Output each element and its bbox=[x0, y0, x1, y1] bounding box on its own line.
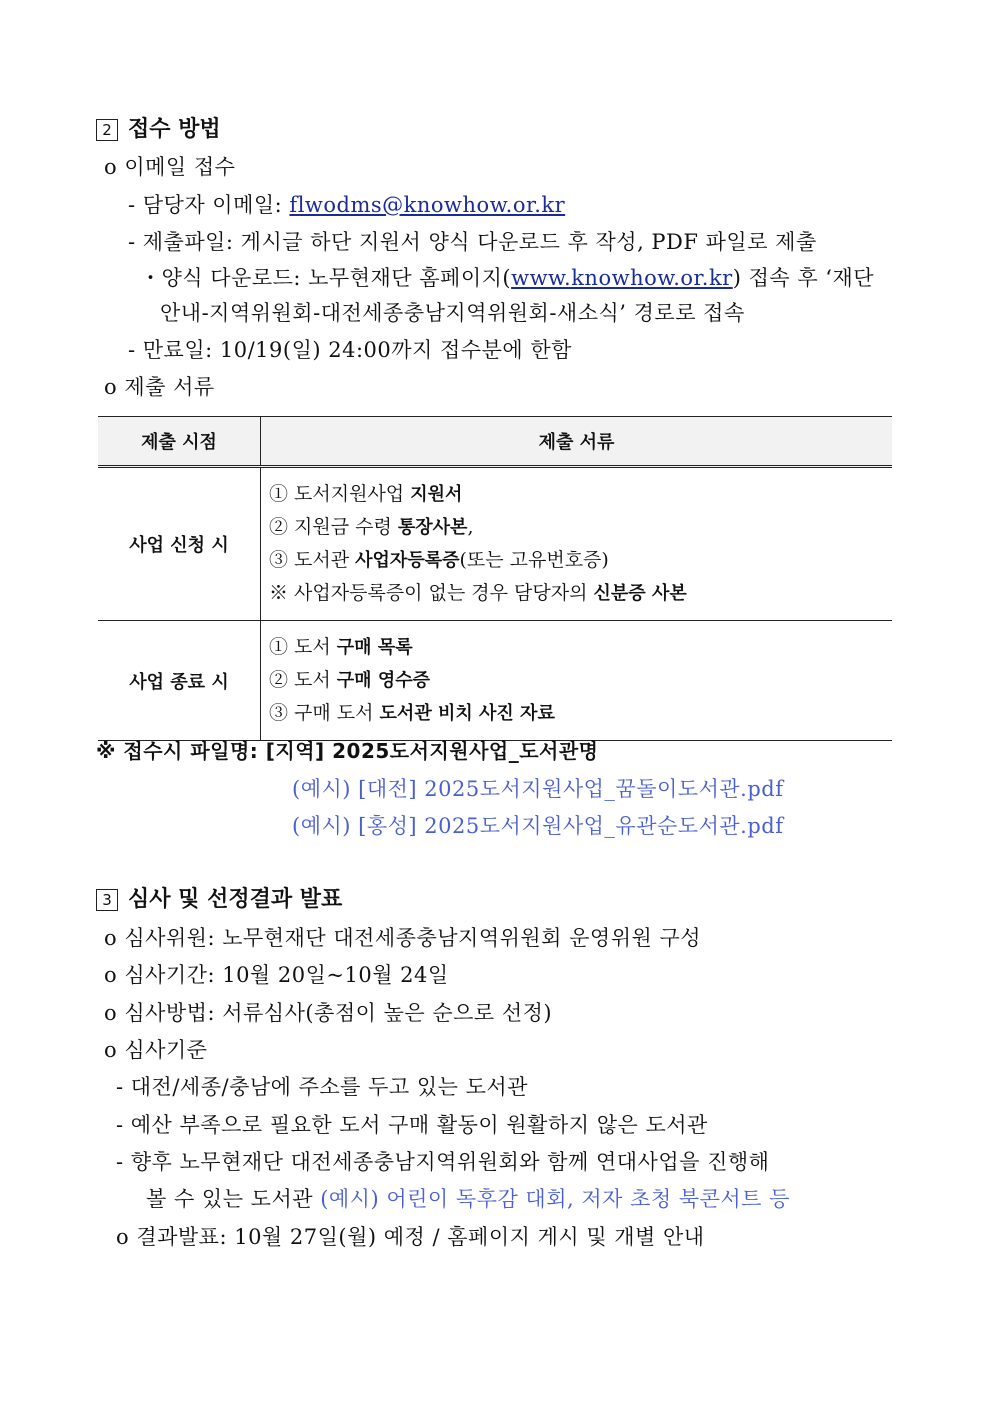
list-item bbox=[269, 511, 892, 544]
list-item bbox=[269, 631, 892, 664]
announcement-line: o 결과발표: 10월 27일(월) 예정 / 홈페이지 게시 및 개별 안내 bbox=[116, 1225, 705, 1249]
filename-note-text: ※ 접수시 파일명: [지역] 2025도서지원사업_도서관명 bbox=[96, 739, 599, 763]
committee-line: o 심사위원: 노무현재단 대전세종충남지역위원회 운영위원 구성 bbox=[104, 926, 702, 950]
item-bold: 도서관 비치 사진 자료 bbox=[379, 703, 555, 724]
item-text: ② 지원금 수령 bbox=[269, 516, 398, 538]
email-heading: o 이메일 접수 bbox=[104, 155, 236, 179]
table-row bbox=[98, 621, 892, 741]
table-row bbox=[98, 467, 892, 621]
download-line bbox=[140, 264, 874, 292]
list-item bbox=[269, 697, 892, 730]
table-header-row bbox=[98, 417, 892, 467]
item-text: ③ 도서관 bbox=[269, 549, 356, 571]
criteria-3-text: 볼 수 있는 도서관 bbox=[146, 1187, 321, 1211]
section-title: 심사 및 선정결과 발표 bbox=[128, 887, 343, 912]
criteria-2: - 예산 부족으로 필요한 도서 구매 활동이 원활하지 않은 도서관 bbox=[116, 1113, 708, 1137]
end-docs-cell bbox=[261, 621, 893, 741]
item-suffix: , bbox=[467, 516, 474, 538]
criteria-3-continued bbox=[146, 1185, 790, 1213]
contact-label: - 담당자 이메일: bbox=[128, 193, 290, 217]
criteria-heading: o 심사기준 bbox=[104, 1038, 208, 1062]
download-prefix: ・양식 다운로드: 노무현재단 홈페이지( bbox=[140, 266, 512, 290]
criteria-3-example: (예시) 어린이 독후감 대회, 저자 초청 북콘서트 등 bbox=[320, 1187, 790, 1211]
item-text: ③ 구매 도서 bbox=[269, 702, 380, 724]
list-item bbox=[269, 577, 892, 610]
section-2-heading bbox=[96, 116, 221, 144]
deadline-line: - 만료일: 10/19(일) 24:00까지 접수분에 한함 bbox=[128, 338, 572, 362]
method-line: o 심사방법: 서류심사(총점이 높은 순으로 선정) bbox=[104, 1001, 553, 1025]
section-number-box: 2 bbox=[96, 119, 118, 141]
contact-email-link[interactable]: flwodms@knowhow.or.kr bbox=[289, 193, 566, 217]
download-path: 안내-지역위원회-대전세종충남지역위원회-새소식’ 경로로 접속 bbox=[160, 301, 745, 325]
item-bold: 통장사본 bbox=[397, 517, 468, 538]
item-text: ※ 사업자등록증이 없는 경우 담당자의 bbox=[269, 582, 594, 604]
example-filename-2: (예시) [홍성] 2025도서지원사업_유관순도서관.pdf bbox=[292, 814, 784, 838]
section-title: 접수 방법 bbox=[128, 117, 221, 142]
section-number-box: 3 bbox=[96, 889, 118, 911]
list-item bbox=[269, 664, 892, 697]
item-text: ① 도서지원사업 bbox=[269, 483, 411, 505]
item-text: ① 도서 bbox=[269, 636, 337, 658]
file-line: - 제출파일: 게시글 하단 지원서 양식 다운로드 후 작성, PDF 파일로 제출 bbox=[128, 230, 817, 254]
filename-note bbox=[96, 737, 599, 765]
example-filename-1: (예시) [대전] 2025도서지원사업_꿈돌이도서관.pdf bbox=[292, 777, 784, 801]
criteria-1: - 대전/세종/충남에 주소를 두고 있는 도서관 bbox=[116, 1075, 528, 1099]
download-suffix: ) 접속 후 ‘재단 bbox=[732, 266, 875, 290]
period-line: o 심사기간: 10월 20일~10월 24일 bbox=[104, 963, 449, 987]
docs-heading: o 제출 서류 bbox=[104, 375, 215, 399]
item-bold: 사업자등록증 bbox=[355, 550, 460, 571]
list-item bbox=[269, 478, 892, 511]
item-bold: 구매 목록 bbox=[336, 637, 413, 658]
criteria-3: - 향후 노무현재단 대전세종충남지역위원회와 함께 연대사업을 진행해 bbox=[116, 1150, 770, 1174]
contact-line bbox=[128, 191, 565, 219]
apply-label: 사업 신청 시 bbox=[98, 467, 261, 621]
item-bold: 지원서 bbox=[410, 484, 463, 505]
item-bold: 신분증 사본 bbox=[593, 583, 687, 604]
documents-table bbox=[98, 416, 892, 741]
item-text: ② 도서 bbox=[269, 669, 337, 691]
homepage-link[interactable]: www.knowhow.or.kr bbox=[511, 266, 733, 290]
section-3-heading bbox=[96, 886, 342, 914]
item-bold: 구매 영수증 bbox=[336, 670, 431, 691]
item-suffix: (또는 고유번호증) bbox=[459, 549, 609, 571]
list-item bbox=[269, 544, 892, 577]
header-docs: 제출 서류 bbox=[261, 417, 893, 467]
header-time: 제출 시점 bbox=[98, 417, 261, 467]
end-label: 사업 종료 시 bbox=[98, 621, 261, 741]
apply-docs-cell bbox=[261, 467, 893, 621]
